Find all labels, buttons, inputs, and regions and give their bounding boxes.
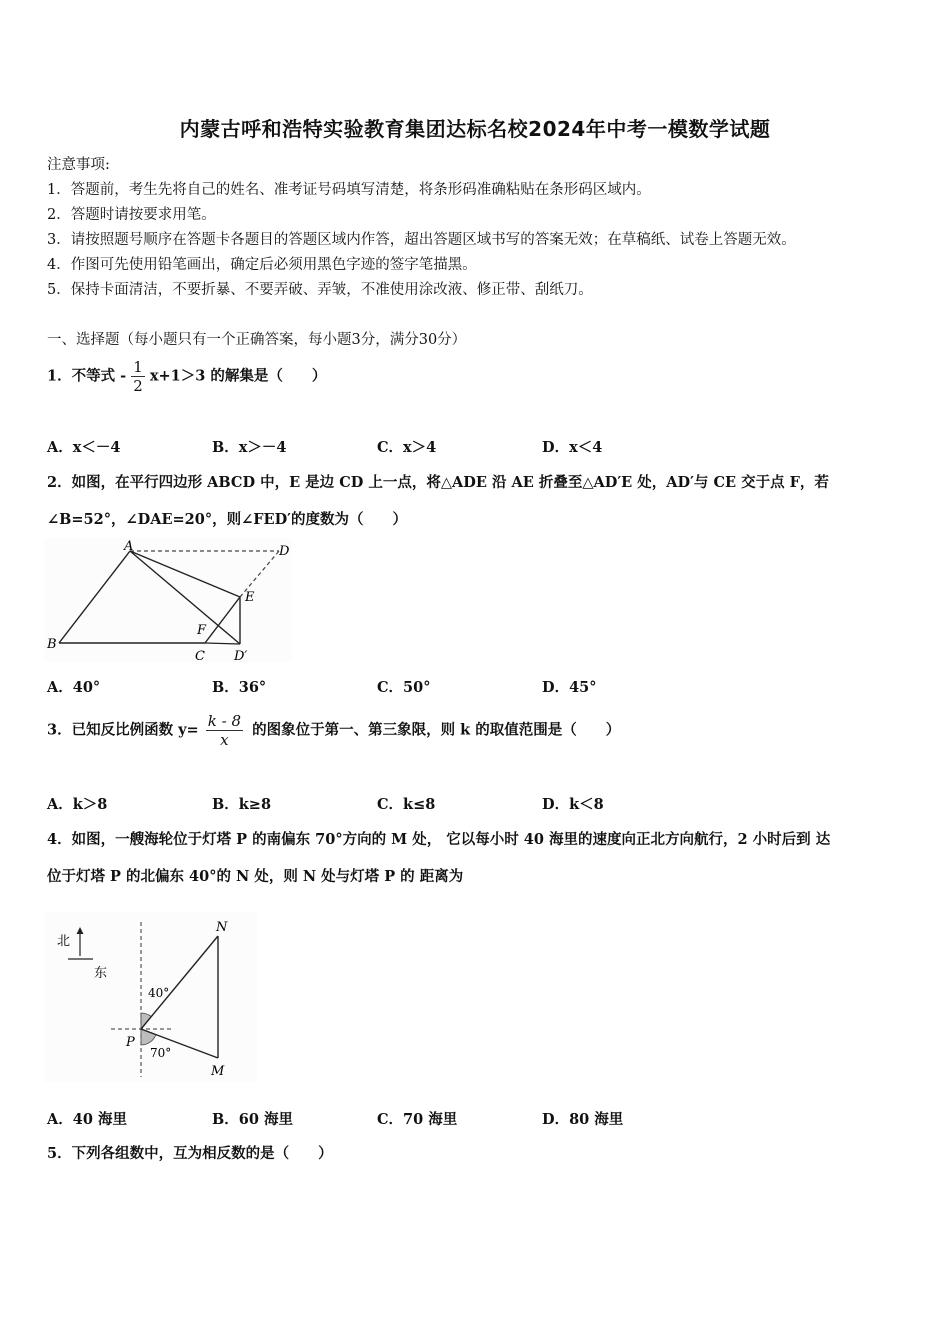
- notice-item-1: 1．答题前，考生先将自己的姓名、准考证号码填写清楚，将条形码准确粘贴在条形码区域内。: [47, 182, 651, 198]
- q4-label-p: P: [126, 1035, 135, 1050]
- q2-label-e: E: [245, 590, 255, 605]
- notice-item-4: 4．作图可先使用铅笔画出，确定后必须用黑色字迹的签字笔描黑。: [47, 257, 477, 273]
- q1-option-c: C．x＞4: [377, 439, 437, 456]
- compass-north-label: 北: [57, 934, 71, 949]
- q4-label-n: N: [216, 920, 228, 935]
- q3-frac-den: x: [220, 731, 229, 749]
- q1-option-b: B．x＞－4: [212, 439, 287, 456]
- q1-prefix: 1．不等式 -: [47, 367, 127, 385]
- q2-label-d: D: [279, 544, 290, 559]
- notice-heading: 注意事项:: [47, 157, 110, 173]
- q4-option-a: A．40 海里: [47, 1111, 127, 1128]
- q2-label-dprime: D′: [234, 649, 248, 663]
- q2-label-c: C: [195, 649, 205, 663]
- page-title: 内蒙古呼和浩特实验教育集团达标名校2024年中考一模数学试题: [179, 117, 771, 141]
- q3-frac-num: k - 8: [207, 712, 242, 730]
- q3-suffix: 的图象位于第一、第三象限，则 k 的取值范围是（ ）: [252, 721, 621, 739]
- q4-option-c: C．70 海里: [377, 1111, 458, 1128]
- compass-east-label: 东: [94, 966, 108, 981]
- q1-suffix: x+1＞3 的解集是（ ）: [149, 367, 327, 385]
- q4-label-m: M: [211, 1064, 225, 1079]
- question-3: [47, 712, 620, 749]
- question-1: [47, 358, 326, 395]
- q4-angle-70-label: 70°: [150, 1046, 172, 1060]
- q5-line-1: 5．下列各组数中，互为相反数的是（ ）: [47, 1145, 333, 1162]
- q1-frac-num: 1: [133, 358, 143, 376]
- q1-option-d: D．x＜4: [542, 439, 603, 456]
- q4-option-d: D．80 海里: [542, 1111, 624, 1128]
- q2-option-d: D．45°: [542, 679, 597, 696]
- q3-option-a: A．k＞8: [47, 796, 108, 813]
- q1-frac-den: 2: [133, 377, 143, 395]
- q2-option-c: C．50°: [377, 679, 431, 696]
- q3-prefix: 3．已知反比例函数 y=: [47, 721, 199, 739]
- notice-item-2: 2．答题时请按要求用笔。: [47, 207, 216, 223]
- q3-option-b: B．k≥8: [212, 796, 272, 813]
- notice-item-3: 3．请按照题号顺序在答题卡各题目的答题区域内作答，超出答题区域书写的答案无效；在草稿纸、试卷上答题无效。: [47, 232, 796, 248]
- q2-label-a: A: [124, 539, 134, 554]
- q2-option-b: B．36°: [212, 679, 267, 696]
- q4-figure: [44, 912, 259, 1084]
- q2-figure: [44, 538, 294, 663]
- section-heading: 一、选择题（每小题只有一个正确答案，每小题3分，满分30分）: [47, 332, 467, 348]
- q3-option-c: C．k≤8: [377, 796, 436, 813]
- q2-option-a: A．40°: [47, 679, 101, 696]
- q1-option-a: A．x＜－4: [47, 439, 121, 456]
- q4-angle-40-label: 40°: [148, 986, 170, 1000]
- q2-line-1: 2．如图，在平行四边形 ABCD 中，E 是边 CD 上一点，将△ADE 沿 AE 折叠至△AD′E 处，AD′与 CE 交于点 F，若: [47, 474, 829, 491]
- q4-line-2: 位于灯塔 P 的北偏东 40°的 N 处，则 N 处与灯塔 P 的 距离为: [47, 868, 464, 885]
- q4-line-1: 4．如图，一艘海轮位于灯塔 P 的南偏东 70°方向的 M 处， 它以每小时 40 海里的速度向正北方向航行，2 小时后到 达: [47, 831, 831, 848]
- q1-fraction: [131, 358, 145, 395]
- q4-option-b: B．60 海里: [212, 1111, 293, 1128]
- q2-line-2: ∠B=52°，∠DAE=20°，则∠FED′的度数为（ ）: [47, 511, 407, 528]
- q3-fraction: [206, 712, 243, 749]
- q2-label-f: F: [197, 623, 207, 638]
- q2-label-b: B: [47, 637, 57, 652]
- notice-item-5: 5．保持卡面清洁，不要折暴、不要弄破、弄皱，不准使用涂改液、修正带、刮纸刀。: [47, 282, 593, 298]
- q3-option-d: D．k＜8: [542, 796, 604, 813]
